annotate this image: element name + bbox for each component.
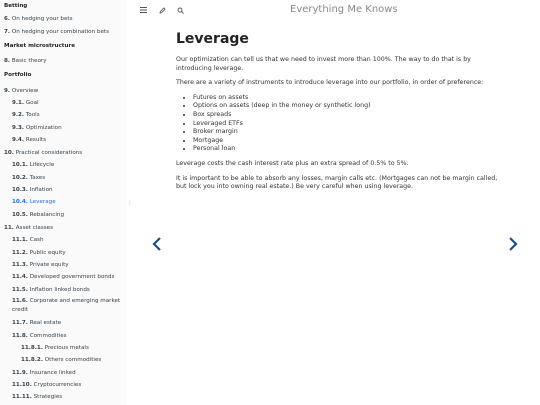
sidebar-item-number: 8. xyxy=(4,58,11,64)
sidebar-item-number: 10.4. xyxy=(12,199,28,205)
sidebar-item-label: Private equity xyxy=(29,262,69,268)
sidebar-item-number: 11.10. xyxy=(12,382,32,388)
sidebar-item-lifecycle[interactable] xyxy=(12,163,54,169)
list-item: • Broker margin xyxy=(193,128,504,137)
sidebar-item-label: Cryptocurrencies xyxy=(33,382,82,388)
sidebar-item-number: 10.5. xyxy=(12,212,28,218)
list-item: • Mortgage xyxy=(193,137,504,146)
menu-icon xyxy=(140,7,147,13)
list-item: • Box spreads xyxy=(193,111,504,120)
sidebar-item-label: Inflation linked bonds xyxy=(29,287,90,293)
sidebar-item-label: Goal xyxy=(25,100,39,106)
sidebar-item-inflation-linked-bonds[interactable] xyxy=(12,288,90,294)
sidebar-item-number: 11. xyxy=(4,225,14,231)
sidebar-item-inflation[interactable] xyxy=(12,188,53,194)
sidebar-item-label: Practical considerations xyxy=(15,150,83,156)
sidebar-section-market-microstructure: Market microstructure xyxy=(4,43,76,49)
sidebar-item-number: 11.6. xyxy=(12,298,28,304)
sidebar-item-label: Corporate and emerging market credit xyxy=(12,298,121,313)
sidebar-item-label: Inflation xyxy=(29,187,53,193)
sidebar-item-label: Commodities xyxy=(29,333,67,339)
sidebar-item-number: 11.3. xyxy=(12,262,28,268)
sidebar-item-label: Real estate xyxy=(29,320,62,326)
sidebar-item-cash[interactable] xyxy=(12,238,44,244)
sidebar-item-label: Taxes xyxy=(29,175,46,181)
sidebar-item-corporate-credit[interactable] xyxy=(12,297,125,315)
sidebar-item-practical-considerations[interactable] xyxy=(4,151,82,157)
sidebar-item-developed-government-bonds[interactable] xyxy=(12,275,114,281)
sidebar-item-label: Insurance linked xyxy=(29,370,76,376)
sidebar-item-hedging-combination-bets[interactable] xyxy=(4,30,109,36)
sidebar-item-number: 11.7. xyxy=(12,320,28,326)
sidebar-section-portfolio: Portfolio xyxy=(4,72,32,78)
sidebar-item-number: 10.3. xyxy=(12,187,28,193)
sidebar-section-betting: Betting xyxy=(4,3,28,9)
intro-paragraph: Our optimization can tell us that we need to invest more than 100%. The way to do that is by introducing leverage. xyxy=(176,56,471,72)
sidebar-item-number: 11.8.1. xyxy=(21,345,43,351)
sidebar-item-label: Optimization xyxy=(25,125,62,131)
sidebar-item-commodities[interactable] xyxy=(12,334,67,340)
sidebar-item-optimization[interactable] xyxy=(12,126,62,132)
sidebar-item-label: Overview xyxy=(11,88,39,94)
cost-paragraph: Leverage costs the cash interest rate plus an extra spread of 0.5% to 5%. xyxy=(176,159,409,167)
sidebar-item-number: 11.5. xyxy=(12,287,28,293)
sidebar-resize-handle[interactable]: ⋮ xyxy=(127,200,133,207)
sidebar-item-label: Tools xyxy=(25,112,40,118)
sidebar-item-label: Basic theory xyxy=(11,58,47,64)
sidebar-item-number: 9. xyxy=(4,88,11,94)
sidebar-item-label: On hedging your combination bets xyxy=(11,29,110,35)
list-item: • Personal loan xyxy=(193,145,504,154)
sidebar-item-public-equity[interactable] xyxy=(12,251,66,257)
sidebar-item-number: 11.2. xyxy=(12,250,28,256)
sidebar-item-label: Lifecycle xyxy=(29,162,55,168)
sidebar-item-number: 9.1. xyxy=(12,100,25,106)
edit-button[interactable] xyxy=(158,6,166,14)
sidebar-item-leverage[interactable] xyxy=(12,200,56,206)
sidebar-item-label: Others commodities xyxy=(44,357,102,363)
site-title[interactable]: Everything Me Knows xyxy=(290,4,398,15)
sidebar-item-number: 10.1. xyxy=(12,162,28,168)
instruments-paragraph: There are a variety of instruments to introduce leverage into our portfolio, in order of preference: xyxy=(176,79,484,87)
sidebar-item-number: 10.2. xyxy=(12,175,28,181)
sidebar-item-insurance-linked[interactable] xyxy=(12,371,76,377)
sidebar-item-overview[interactable] xyxy=(4,89,38,95)
sidebar-item-number: 11.1. xyxy=(12,237,28,243)
page-title: Leverage xyxy=(176,31,249,47)
chevron-left-icon xyxy=(152,237,162,251)
list-item: • Futures on assets xyxy=(193,94,504,103)
sidebar-item-label: On hedging your bets xyxy=(11,16,73,22)
sidebar-item-number: 7. xyxy=(4,29,11,35)
sidebar-item-precious-metals[interactable] xyxy=(21,346,89,352)
sidebar-item-number: 11.4. xyxy=(12,274,28,280)
list-item: • Options on assets (deep in the money or synthetic long) xyxy=(193,102,504,111)
sidebar-item-strategies[interactable] xyxy=(12,395,62,401)
sidebar-item-others-commodities[interactable] xyxy=(21,358,101,364)
sidebar-item-basic-theory[interactable] xyxy=(4,59,47,65)
sidebar-item-results[interactable] xyxy=(12,138,46,144)
sidebar-item-label: Leverage xyxy=(29,199,56,205)
next-page-button[interactable] xyxy=(495,232,531,256)
main-content xyxy=(176,30,504,198)
sidebar-item-number: 11.8.2. xyxy=(21,357,43,363)
list-item: • Leveraged ETFs xyxy=(193,120,504,129)
previous-page-button[interactable] xyxy=(139,232,175,256)
sidebar-item-label: Precious metals xyxy=(44,345,89,351)
sidebar-item-number: 6. xyxy=(4,16,11,22)
sidebar-item-number: 11.11. xyxy=(12,394,32,400)
menu-button[interactable] xyxy=(139,6,147,14)
warning-paragraph: It is important to be able to absorb any losses, margin calls etc. (Mortgages can not be margin called, but lock you into owning real estate.) Be very careful when using leverage. xyxy=(176,174,498,191)
sidebar-item-number: 9.4. xyxy=(12,137,25,143)
sidebar-item-real-estate[interactable] xyxy=(12,321,61,327)
sidebar-item-label: Cash xyxy=(29,237,44,243)
sidebar-item-goal[interactable] xyxy=(12,101,39,107)
sidebar-item-rebalancing[interactable] xyxy=(12,213,64,219)
sidebar-item-asset-classes[interactable] xyxy=(4,226,53,232)
sidebar-item-hedging-bets[interactable] xyxy=(4,17,73,23)
sidebar-item-number: 9.3. xyxy=(12,125,25,131)
sidebar-item-label: Strategies xyxy=(33,394,63,400)
sidebar-item-label: Developed government bonds xyxy=(29,274,115,280)
sidebar xyxy=(0,0,127,405)
search-icon xyxy=(177,7,184,14)
sidebar-item-number: 11.8. xyxy=(12,333,28,339)
sidebar-item-label: Results xyxy=(25,137,47,143)
sidebar-item-label: Asset classes xyxy=(15,225,54,231)
sidebar-item-tools[interactable] xyxy=(12,113,40,119)
sidebar-item-number: 10. xyxy=(4,150,14,156)
sidebar-item-taxes[interactable] xyxy=(12,176,45,182)
sidebar-item-number: 11.9. xyxy=(12,370,28,376)
sidebar-item-cryptocurrencies[interactable] xyxy=(12,383,81,389)
sidebar-item-private-equity[interactable] xyxy=(12,263,69,269)
instruments-list xyxy=(176,94,504,154)
chevron-right-icon xyxy=(508,237,518,251)
sidebar-item-label: Public equity xyxy=(29,250,66,256)
sidebar-item-number: 9.2. xyxy=(12,112,25,118)
sidebar-item-label: Rebalancing xyxy=(29,212,65,218)
search-button[interactable] xyxy=(176,6,184,14)
edit-icon xyxy=(159,7,166,14)
